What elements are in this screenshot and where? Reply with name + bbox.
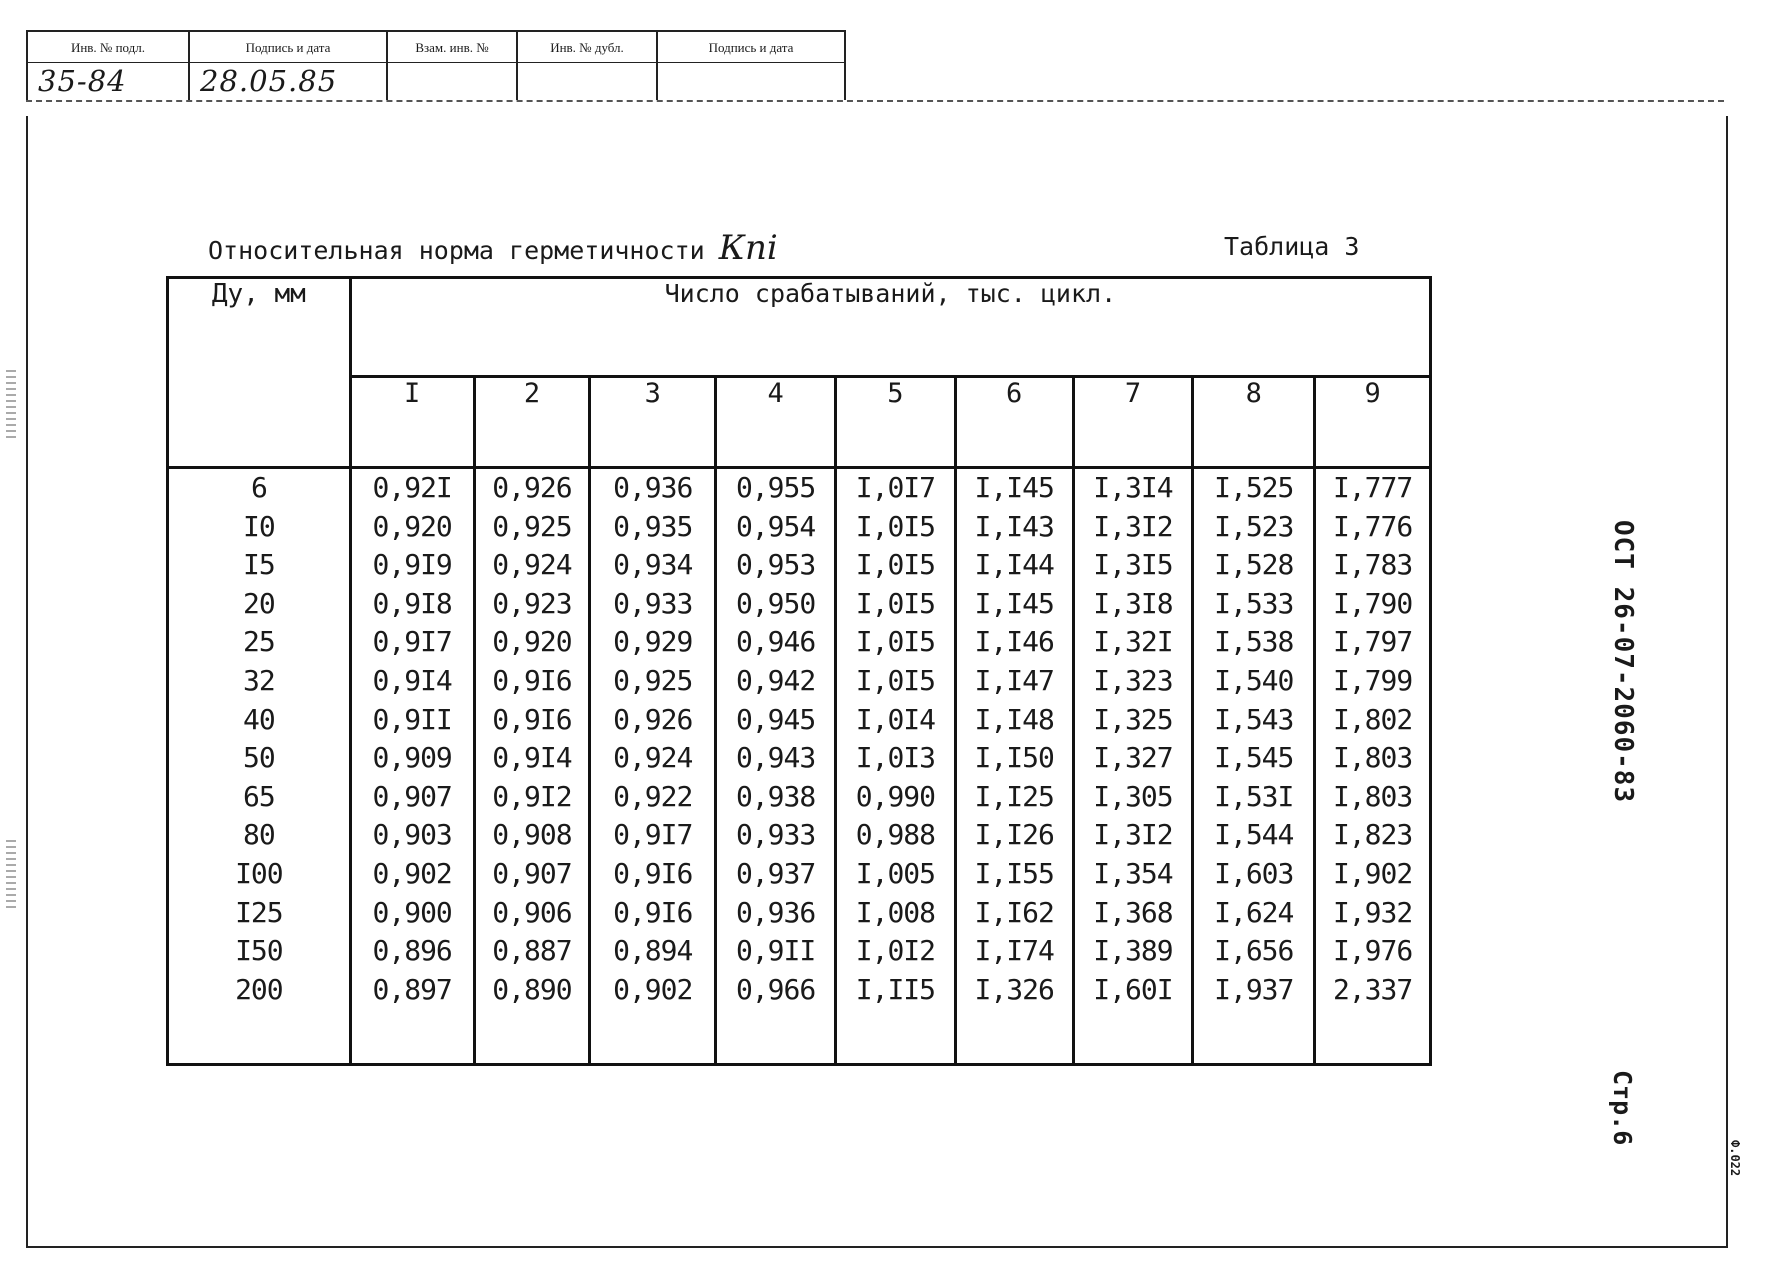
table-cell: 0,925	[613, 663, 693, 697]
table-cell: 0,896	[372, 934, 452, 968]
table-cell: I,0I5	[855, 663, 936, 697]
table-cell: 0,937	[735, 856, 816, 890]
table-cell: 0,900	[372, 895, 452, 929]
values-column-4	[716, 468, 836, 1065]
table-cell: I,I47	[974, 663, 1054, 697]
table-cell: I,538	[1214, 625, 1294, 659]
dy-value: I50	[235, 934, 283, 968]
stamp-cell-signature-date	[188, 32, 386, 100]
dy-value: 40	[243, 702, 275, 736]
table-cell: 0,934	[613, 548, 693, 582]
table-cell: I,902	[1332, 856, 1413, 890]
table-cell: I,0I5	[855, 586, 936, 620]
table-cell: I,005	[855, 856, 936, 890]
stamp-header: Подпись и дата	[658, 32, 844, 63]
cycles-group-header: Число срабатываний, тыс. цикл.	[350, 278, 1430, 377]
table-cell: 0,938	[735, 779, 816, 813]
stamp-cell-vzam-inv	[386, 32, 516, 100]
table-cell: I,I55	[974, 856, 1054, 890]
margin-mark	[6, 840, 16, 910]
table-cell: 0,907	[372, 779, 452, 813]
stamp-header: Инв. № подл.	[28, 32, 188, 63]
dy-value: 20	[243, 586, 275, 620]
table-cell: 0,966	[735, 972, 816, 1006]
table-cell: I,656	[1214, 934, 1294, 968]
table-cell: 0,887	[492, 934, 572, 968]
dy-value: I0	[243, 509, 275, 543]
table-cell: I,I25	[974, 779, 1054, 813]
dy-value: I5	[243, 548, 275, 582]
table-cell: 0,9I7	[613, 818, 693, 852]
table-cell: I,3I8	[1093, 586, 1173, 620]
table-cell: 0,950	[735, 586, 816, 620]
column-header-5: 5	[835, 377, 955, 468]
table-cell: 0,9I4	[372, 663, 452, 697]
table-cell: I,783	[1332, 548, 1413, 582]
table-cell: 0,933	[735, 818, 816, 852]
column-header-7: 7	[1073, 377, 1193, 468]
table-cell: I,799	[1332, 663, 1413, 697]
column-header-4: 4	[716, 377, 836, 468]
table-cell: I,0I5	[855, 548, 936, 582]
dy-values-column	[168, 468, 351, 1065]
table-cell: I,008	[855, 895, 936, 929]
dy-value: 25	[243, 625, 275, 659]
table-cell: 0,924	[492, 548, 572, 582]
table-cell: 0,894	[613, 934, 693, 968]
table-cell: I,325	[1093, 702, 1173, 736]
values-column-5	[835, 468, 955, 1065]
table-cell: I,0I3	[855, 741, 936, 775]
table-cell: 0,9I7	[372, 625, 452, 659]
values-column-7	[1073, 468, 1193, 1065]
table-cell: I,976	[1332, 934, 1413, 968]
table-cell: 0,926	[492, 471, 572, 504]
leak-tightness-table	[166, 276, 1432, 1066]
table-cell: I,I43	[974, 509, 1054, 543]
table-cell: 2,337	[1332, 972, 1413, 1006]
table-cell: I,305	[1093, 779, 1173, 813]
values-column-9	[1315, 468, 1431, 1065]
table-cell: 0,925	[492, 509, 572, 543]
table-cell: I,368	[1093, 895, 1173, 929]
table-cell: 0,9I6	[492, 702, 572, 736]
table-cell: 0,9I2	[492, 779, 572, 813]
title-block-stamp	[26, 30, 846, 100]
dy-value: 50	[243, 741, 275, 775]
table-cell: I,803	[1332, 779, 1413, 813]
table-cell: 0,926	[613, 702, 693, 736]
table-cell: I,354	[1093, 856, 1173, 890]
table-cell: 0,955	[735, 471, 816, 504]
table-cell: I,777	[1332, 471, 1413, 504]
dy-value: I00	[235, 856, 283, 890]
table-cell: I,790	[1332, 586, 1413, 620]
stamp-divider	[26, 100, 1724, 102]
table-cell: 0,92I	[372, 471, 452, 504]
handwritten-inv-number: 35-84	[38, 64, 127, 98]
table-cell: I,0I7	[855, 471, 936, 504]
table-cell: 0,9I4	[492, 741, 572, 775]
table-cell: 0,9I9	[372, 548, 452, 582]
table-cell: I,I62	[974, 895, 1054, 929]
table-cell: 0,988	[855, 818, 936, 852]
table-cell: I,389	[1093, 934, 1173, 968]
stamp-cell-signature-date-2	[656, 32, 844, 100]
table-cell: I,803	[1332, 741, 1413, 775]
table-cell: I,624	[1214, 895, 1294, 929]
form-number: Ф.022	[1728, 1140, 1742, 1177]
table-cell: 0,923	[492, 586, 572, 620]
table-cell: 0,935	[613, 509, 693, 543]
table-cell: 0,920	[492, 625, 572, 659]
table-cell: 0,942	[735, 663, 816, 697]
table-cell: I,3I2	[1093, 818, 1173, 852]
table-cell: I,I44	[974, 548, 1054, 582]
table-cell: I,797	[1332, 625, 1413, 659]
table-cell: 0,903	[372, 818, 452, 852]
stamp-cell-inv-dubl	[516, 32, 656, 100]
table-cell: I,0I4	[855, 702, 936, 736]
table-cell: I,543	[1214, 702, 1294, 736]
table-cell: 0,990	[855, 779, 936, 813]
values-column-1	[350, 468, 474, 1065]
table-cell: I,523	[1214, 509, 1294, 543]
table-cell: 0,897	[372, 972, 452, 1006]
table-cell: I,802	[1332, 702, 1413, 736]
table-cell: I,323	[1093, 663, 1173, 697]
table-cell: 0,907	[492, 856, 572, 890]
table-cell: 0,908	[492, 818, 572, 852]
table-cell: I,0I5	[855, 509, 936, 543]
table-cell: 0,946	[735, 625, 816, 659]
values-column-8	[1193, 468, 1315, 1065]
dy-value: I25	[235, 895, 283, 929]
table-cell: 0,933	[613, 586, 693, 620]
values-column-3	[590, 468, 716, 1065]
column-header-9: 9	[1315, 377, 1431, 468]
table-title-symbol: Кni	[718, 228, 778, 268]
table-cell: 0,924	[613, 741, 693, 775]
table-cell: I,I26	[974, 818, 1054, 852]
table-cell: 0,945	[735, 702, 816, 736]
table-cell: I,544	[1214, 818, 1294, 852]
table-title-text: Относительная норма герметичности	[208, 236, 705, 265]
dy-value: 200	[235, 972, 283, 1006]
table-cell: I,603	[1214, 856, 1294, 890]
values-column-6	[955, 468, 1073, 1065]
column-header-8: 8	[1193, 377, 1315, 468]
table-cell: I,3I4	[1093, 471, 1173, 504]
table-cell: I,I45	[974, 471, 1054, 504]
dy-value: 32	[243, 663, 275, 697]
column-header-6: 6	[955, 377, 1073, 468]
table-cell: 0,929	[613, 625, 693, 659]
table-cell: I,3I2	[1093, 509, 1173, 543]
values-column-2	[474, 468, 590, 1065]
dy-value: 6	[250, 471, 267, 504]
table-cell: I,776	[1332, 509, 1413, 543]
margin-mark	[6, 370, 16, 440]
table-cell: 0,9I6	[613, 895, 693, 929]
table-cell: 0,954	[735, 509, 816, 543]
column-header-2: 2	[474, 377, 590, 468]
stamp-cell-inv-podl	[26, 32, 188, 100]
document-code: ОСТ 26-07-2060-83	[1608, 520, 1638, 804]
table-cell: I,I46	[974, 625, 1054, 659]
stamp-header: Инв. № дубл.	[518, 32, 656, 63]
table-cell: I,937	[1214, 972, 1294, 1006]
table-cell: I,II5	[855, 972, 936, 1006]
dy-value: 80	[243, 818, 275, 852]
stamp-header: Взам. инв. №	[388, 32, 516, 63]
table-cell: I,0I2	[855, 934, 936, 968]
column-header-3: 3	[590, 377, 716, 468]
table-cell: I,326	[974, 972, 1054, 1006]
table-number-label: Таблица 3	[1224, 232, 1360, 261]
table-cell: 0,922	[613, 779, 693, 813]
table-title	[208, 228, 778, 268]
table-cell: 0,920	[372, 509, 452, 543]
table-cell: 0,890	[492, 972, 572, 1006]
column-header-1: I	[350, 377, 474, 468]
table-cell: I,I48	[974, 702, 1054, 736]
handwritten-date: 28.05.85	[200, 64, 338, 98]
table-cell: 0,9II	[372, 702, 452, 736]
table-cell: I,932	[1332, 895, 1413, 929]
table-cell: I,60I	[1093, 972, 1173, 1006]
table-cell: I,545	[1214, 741, 1294, 775]
dy-value: 65	[243, 779, 275, 813]
dy-column-header: Ду, мм	[168, 278, 351, 468]
stamp-header: Подпись и дата	[190, 32, 386, 63]
table-cell: 0,909	[372, 741, 452, 775]
table-cell: I,53I	[1214, 779, 1294, 813]
table-cell: I,823	[1332, 818, 1413, 852]
table-cell: 0,936	[613, 471, 693, 504]
table-cell: I,525	[1214, 471, 1294, 504]
table-cell: 0,9II	[735, 934, 816, 968]
table-cell: 0,902	[372, 856, 452, 890]
table-cell: I,540	[1214, 663, 1294, 697]
table-cell: I,I45	[974, 586, 1054, 620]
table-cell: 0,902	[613, 972, 693, 1006]
table-cell: I,528	[1214, 548, 1294, 582]
table-cell: 0,906	[492, 895, 572, 929]
table-cell: 0,943	[735, 741, 816, 775]
page-number: Стр.6	[1608, 1070, 1637, 1146]
table-cell: I,32I	[1093, 625, 1173, 659]
table-cell: I,I74	[974, 934, 1054, 968]
table-cell: 0,9I6	[492, 663, 572, 697]
table-cell: 0,9I6	[613, 856, 693, 890]
table-cell: I,I50	[974, 741, 1054, 775]
table-cell: 0,936	[735, 895, 816, 929]
table-cell: I,533	[1214, 586, 1294, 620]
table-cell: I,327	[1093, 741, 1173, 775]
table-cell: I,3I5	[1093, 548, 1173, 582]
table-cell: 0,953	[735, 548, 816, 582]
table-cell: I,0I5	[855, 625, 936, 659]
table-cell: 0,9I8	[372, 586, 452, 620]
